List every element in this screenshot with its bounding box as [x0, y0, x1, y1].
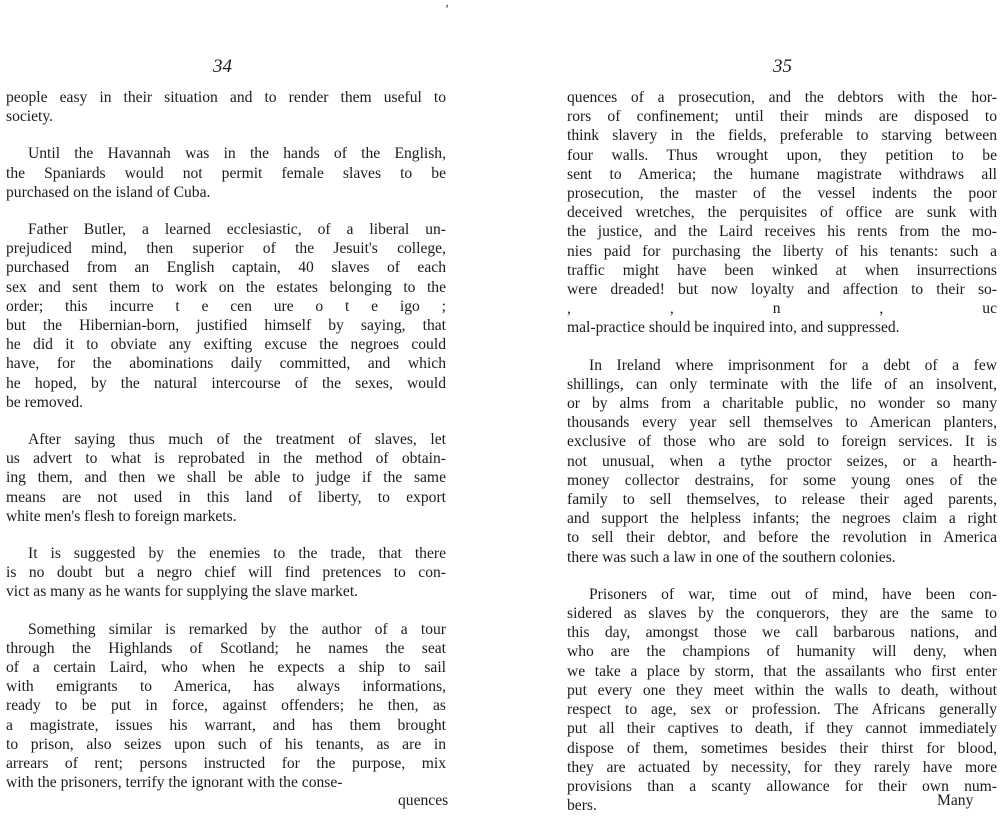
text-line: of a certain Laird, who when he expects a ship to sail [6, 659, 446, 677]
text-line: purchased from an English captain, 40 slaves of each [6, 259, 446, 277]
text-line: is no doubt but a negro chief will find pretences to con- [6, 564, 446, 582]
page-number: 34 [213, 56, 232, 77]
text-line: us advert to what is reprobated in the method of obtain- [6, 450, 446, 468]
text-line: prejudiced mind, then superior of the Jesuit's college, [6, 240, 446, 258]
text-line: arrears of rent; persons instructed for the purpose, mix [6, 755, 446, 773]
text-line: Prisoners of war, time out of mind, have been con- [589, 585, 997, 603]
text-line: through the Highlands of Scotland; he names the seat [6, 639, 446, 657]
right-page-text [567, 88, 997, 833]
text-line: vict as many as he wants for supplying the slave market. [6, 583, 359, 601]
page-number: 35 [773, 56, 792, 77]
paragraph [6, 88, 446, 126]
text-line: ready to be put in force, against offenders; he then, as [6, 697, 446, 715]
text-line: purchased on the island of Cuba. [6, 183, 211, 201]
text-line: shillings, can only terminate with the life of an insolvent, [567, 375, 997, 393]
text-line: ing them, and then we shall be able to judge if the same [6, 469, 446, 487]
text-line: the Spaniards would not permit female slaves to be [6, 164, 446, 182]
text-line: there was such a law in one of the southern colonies. [567, 548, 896, 566]
text-line: with the prisoners, terrify the ignorant with the conse- [6, 774, 343, 792]
text-line: deceived wretches, the perquisites of office are sunk with [567, 204, 997, 222]
text-line: put every one they meet within the walls to death, without [567, 681, 997, 699]
text-line: Something similar is remarked by the author of a tour [28, 620, 446, 638]
text-line: but the Hibernian-born, justified himself by saying, that [6, 317, 446, 335]
text-line: family to sell themselves, to release their aged parents, [567, 491, 997, 509]
text-line: people easy in their situation and to render them useful to [6, 89, 446, 106]
text-line: were dreaded! but now loyalty and affection to their so- [567, 281, 997, 299]
text-line: mal-practice should be inquired into, and suppressed. [567, 319, 900, 337]
text-line: four walls. Thus wrought upon, they petition to be [567, 146, 997, 164]
text-line: they are actuated by necessity, for they rarely have more [567, 758, 997, 776]
catchword: Many [937, 792, 974, 809]
text-line: not unusual, when a tythe proctor seizes, or a hearth- [567, 452, 997, 470]
text-line: respect to age, sex or profession. The Africans generally [567, 701, 997, 719]
text-line: provisions than a scanty allowance for their own num- [567, 777, 997, 795]
left-page-text [6, 88, 449, 811]
text-line: order; this incurre t e cen ure o t e igo ; [6, 297, 446, 315]
text-line: a magistrate, issues his warrant, and has them brought [6, 716, 446, 734]
text-line: money collector destrains, for some young ones of the [567, 471, 997, 489]
text-line: nies paid for purchasing the liberty of his tenants: such a [567, 242, 997, 260]
text-line: and support the helpless infants; the negroes claim a right [567, 510, 997, 528]
paragraph [567, 356, 997, 567]
paragraph [6, 620, 446, 793]
text-line: rors of confinement; until their minds are disposed to [567, 108, 997, 126]
text-line: he hoped, by the natural intercourse of the sexes, would [6, 374, 446, 392]
paragraph [567, 585, 997, 815]
text-line: It is suggested by the enemies to the trade, that there [28, 545, 446, 563]
text-line: Father Butler, a learned ecclesiastic, of a liberal un- [28, 221, 446, 239]
text-line: After saying thus much of the treatment of slaves, let [28, 431, 446, 449]
text-line: quences of a prosecution, and the debtors with the hor- [567, 89, 997, 106]
text-line: to prison, also seizes upon such of his tenants, as are in [6, 735, 446, 753]
text-line: sidered as slaves by the conquerors, they are the same to [567, 605, 997, 623]
text-line: white men's flesh to foreign markets. [6, 507, 237, 525]
text-line: with emigrants to America, has always informations, [6, 678, 446, 696]
text-line: dispose of them, sometimes besides their thirst for blood, [567, 739, 997, 757]
text-line: , , n , uc [567, 300, 997, 318]
paragraph [6, 220, 446, 412]
text-line: who are the champions of humanity will deny, when [567, 643, 997, 661]
text-line: In Ireland where imprisonment for a debt of a few [589, 356, 997, 374]
catchword: quences [398, 792, 449, 809]
text-line: Until the Havannah was in the hands of the English, [28, 145, 446, 163]
text-line: means are not used in this land of liberty, to export [6, 488, 446, 506]
text-line: the justice, and the Laird receives his rents from the mo- [567, 223, 997, 241]
text-line: or by alms from a charitable public, no wonder so many [567, 395, 997, 413]
text-line: have, for the abominations daily committed, and which [6, 355, 446, 373]
text-line: bers. [567, 797, 597, 815]
text-line: thousands every year sell themselves to American planters, [567, 414, 997, 432]
text-line: society. [6, 108, 54, 126]
text-line: sex and sent them to work on the estates belonging to the [6, 278, 446, 296]
text-line: this day, amongst those we call barbarous nations, and [567, 624, 997, 642]
paragraph [6, 144, 446, 202]
text-line: exclusive of those who are sold to foreign services. It is [567, 433, 997, 451]
paragraph [567, 88, 997, 338]
text-line: put all their captives to death, if they cannot immediately [567, 720, 997, 738]
text-line: to sell their debtor, and before the revolution in America [567, 529, 997, 547]
paragraph [6, 544, 446, 602]
paragraph [6, 430, 446, 526]
text-line: he did it to obviate any exifting excuse the negroes could [6, 336, 446, 354]
text-line: traffic might have been winked at when insurrections [567, 261, 997, 279]
text-line: prosecution, the master of the vessel indents the poor [567, 185, 997, 203]
text-line: think slavery in the fields, preferable to starving between [567, 127, 997, 145]
text-line: be removed. [6, 393, 84, 411]
text-line: we take a place by storm, that the assailants who first enter [567, 662, 997, 680]
stray-mark: ʼ [445, 2, 449, 16]
text-line: sent to America; the humane magistrate withdraws all [567, 165, 997, 183]
